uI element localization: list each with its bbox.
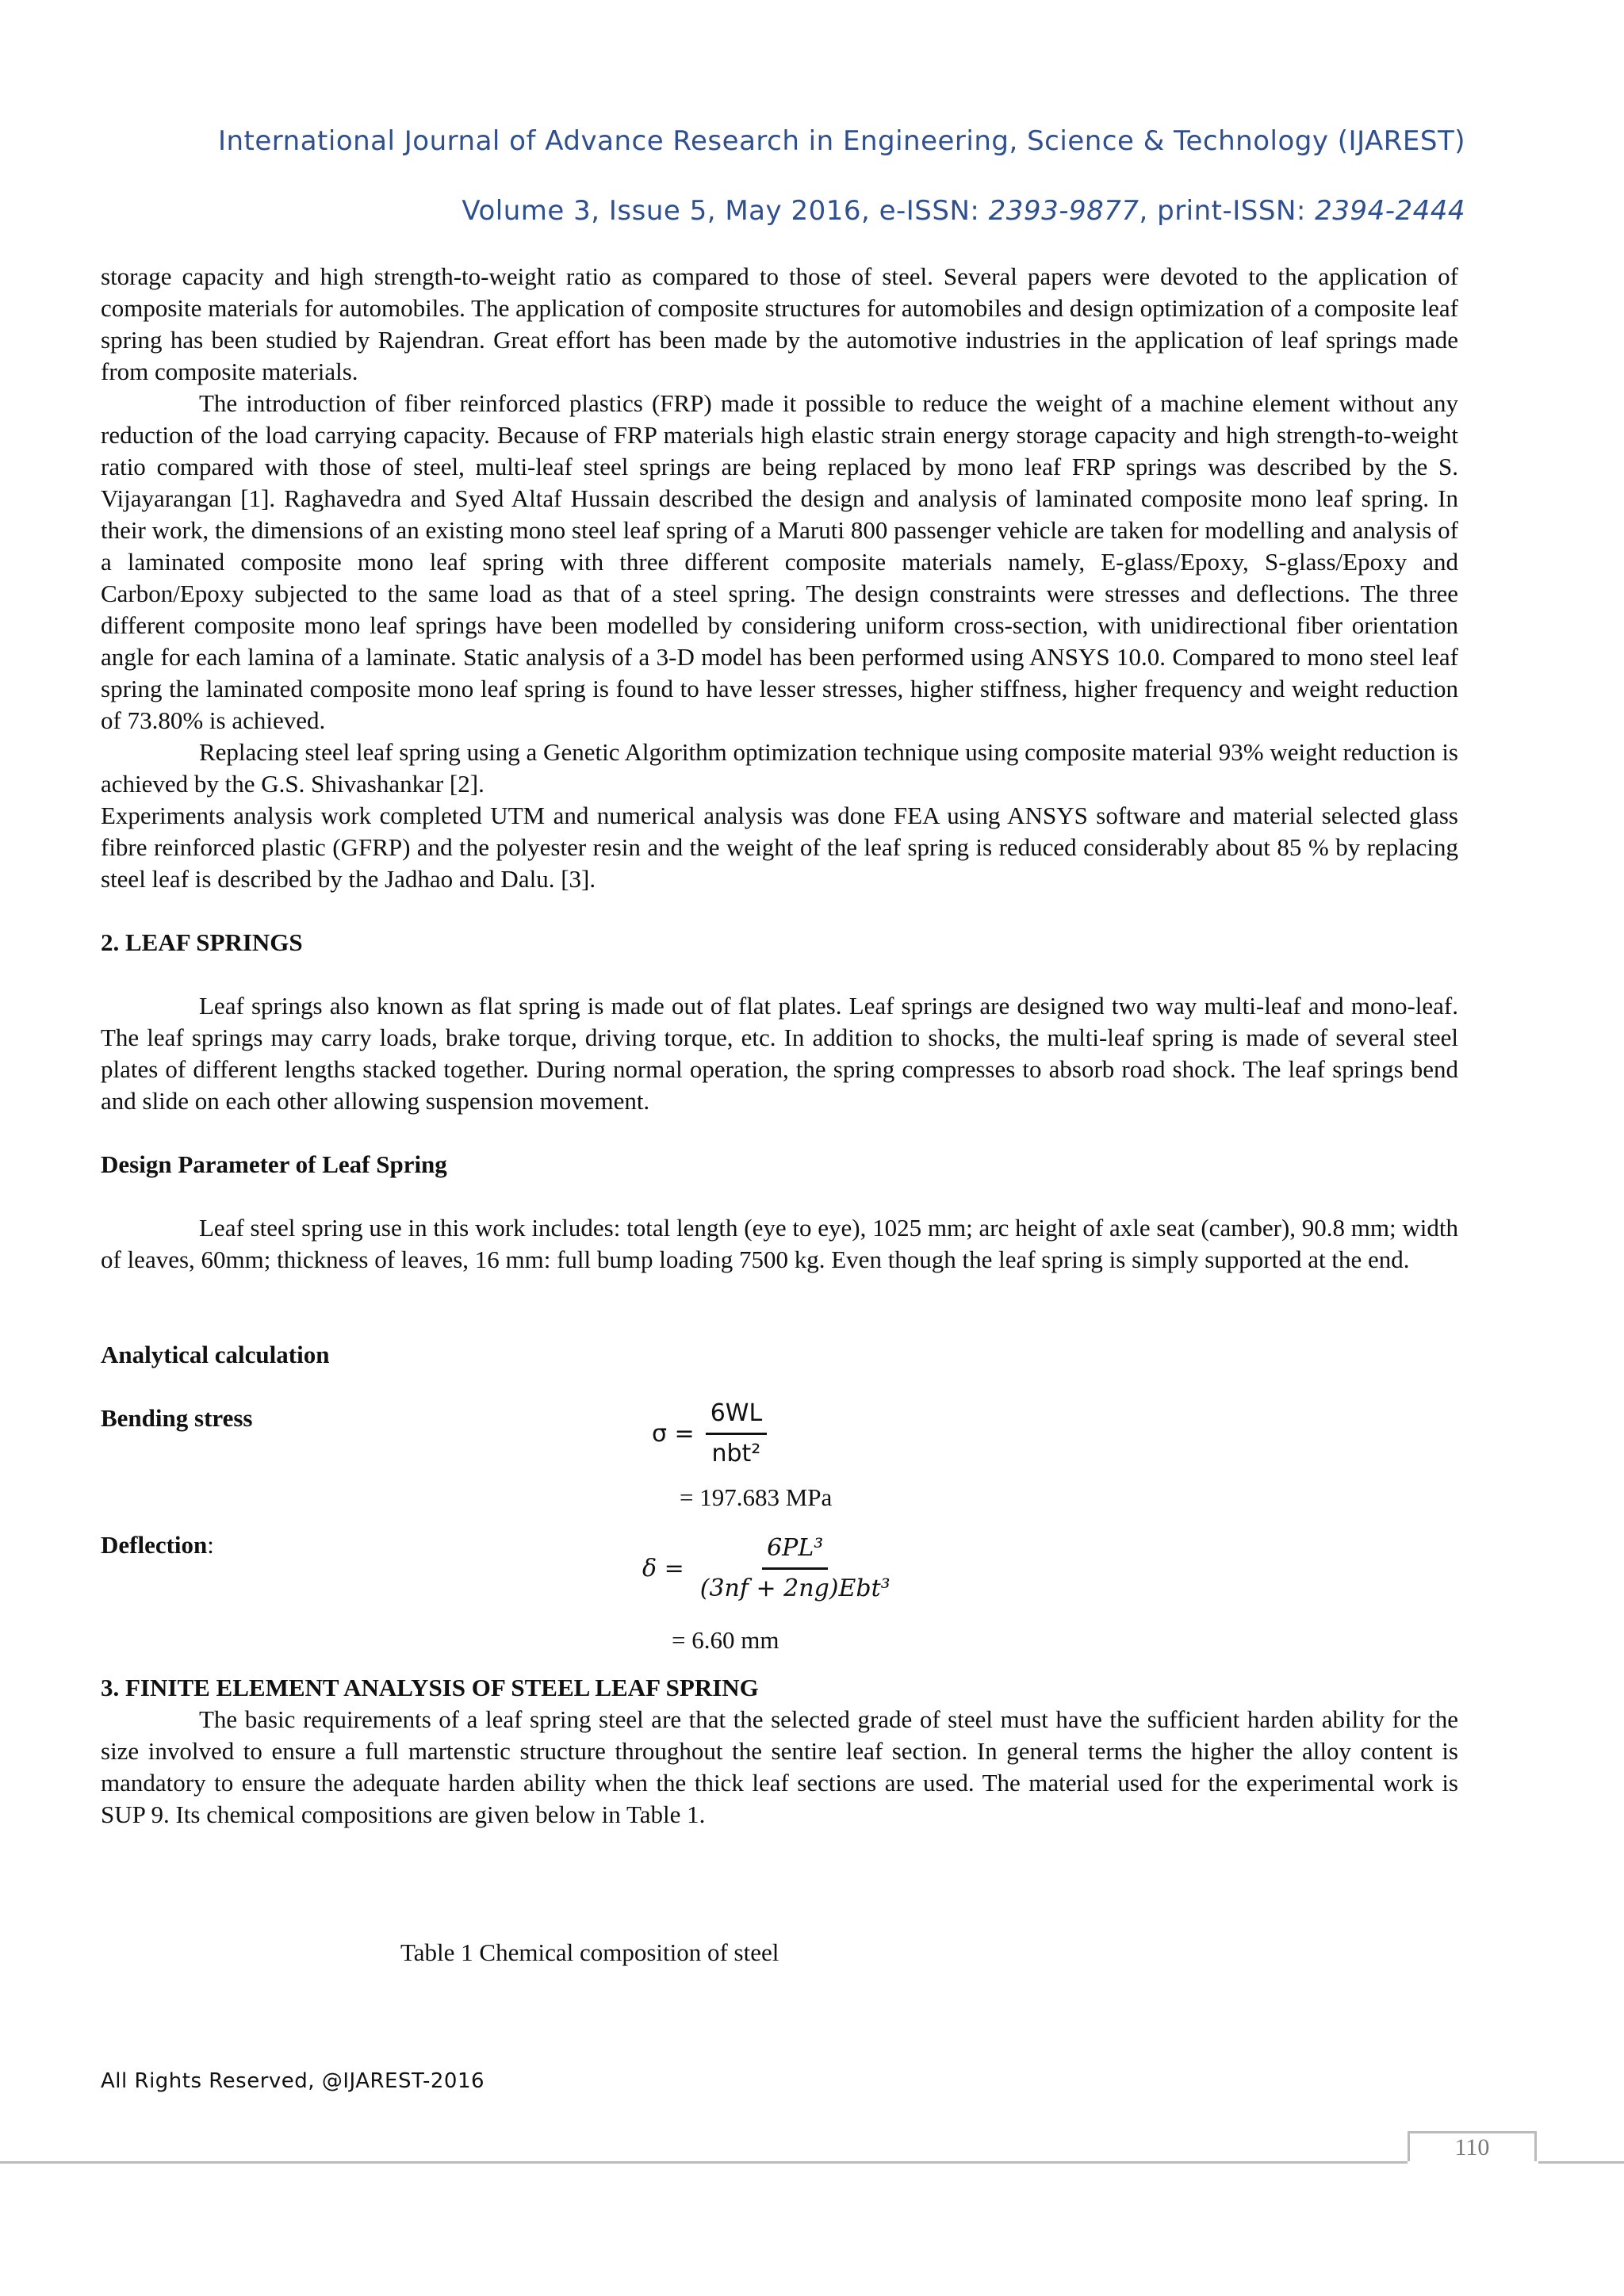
deflection-result: = 6.60 mm	[672, 1626, 779, 1654]
volume-info	[462, 195, 1465, 227]
paragraph: storage capacity and high strength-to-weight ratio as compared to those of steel. Several papers were devoted to the application of composite materials for automobiles. The application of composite structures for automobiles and design optimization of a composite leaf spring has been studied by Rajendran. Great effort has been made by the automotive industries in the application of leaf springs made from composite materials.	[101, 262, 1458, 385]
pissn: 2394-2444	[1315, 195, 1465, 227]
deflection-label: Deflection:	[101, 1531, 214, 1559]
paragraph: Leaf steel spring use in this work includes: total length (eye to eye), 1025 mm; arc height of axle seat (camber), 90.8 mm; width of leaves, 60mm; thickness of leaves, 16 mm: full bump loading 7500 kg. Even though the leaf spring is simply supported at the end.	[101, 1214, 1458, 1273]
equation-block	[101, 1371, 1458, 1656]
paragraph: The basic requirements of a leaf spring steel are that the selected grade of steel must have the sufficient harden ability for the size involved to ensure a full martenstic structure throughout the sentire leaf section. In general terms the higher the alloy content is mandatory to ensure the adequate harden ability when the thick leaf sections are used. The material used for the experimental work is SUP 9. Its chemical compositions are given below in Table 1.	[101, 1705, 1458, 1828]
footer-rule	[0, 2161, 1408, 2164]
table-caption: Table 1 Chemical composition of steel	[400, 1938, 779, 1966]
sigma-numerator: 6WL	[706, 1398, 767, 1435]
bending-stress-result: = 197.683 MPa	[680, 1483, 833, 1511]
page-number: 110	[1408, 2131, 1537, 2161]
subsection-heading: Design Parameter of Leaf Spring	[101, 1150, 447, 1178]
delta-numerator: 6PL³	[762, 1533, 828, 1570]
delta-denominator: (3nf + 2ng)Ebt³	[699, 1575, 891, 1602]
paragraph: The introduction of fiber reinforced plastics (FRP) made it possible to reduce the weight of a machine element without any reduction of the load carrying capacity. Because of FRP materials high elastic strain energy storage capacity and high strength-to-weight ratio compared with those of steel, multi-leaf steel springs are being replaced by mono leaf FRP springs was described by the S. Vijayarangan [1]. Raghavedra and Syed Altaf Hussain described the design and analysis of laminated composite mono leaf spring. In their work, the dimensions of an existing mono steel leaf spring of a Maruti 800 passenger vehicle are taken for modelling and analysis of a laminated composite mono leaf spring with three different composite materials namely, E-glass/Epoxy, S-glass/Epoxy and Carbon/Epoxy subjected to the same load as that of a steel spring. The design constraints were stresses and deflections. The three different composite mono leaf springs have been modelled by considering uniform cross-section, with unidirectional fiber orientation angle for each lamina of a laminate. Static analysis of a 3-D model has been performed using ANSYS 10.0. Compared to mono steel leaf spring the laminated composite mono leaf spring is found to have lesser stresses, higher stiffness, higher frequency and weight reduction of 73.80% is achieved.	[101, 389, 1458, 734]
footer-rights: All Rights Reserved, @IJAREST-2016	[101, 2069, 485, 2093]
bending-stress-label: Bending stress	[101, 1404, 253, 1432]
article-body	[101, 261, 1458, 1831]
sigma-denominator: nbt²	[711, 1440, 761, 1468]
journal-title: International Journal of Advance Research in Engineering, Science & Technology (IJAREST)	[217, 125, 1465, 157]
delta-lhs: δ =	[642, 1554, 684, 1582]
deflection-formula	[642, 1533, 895, 1605]
eissn: 2393-9877	[988, 195, 1139, 227]
paragraph: Replacing steel leaf spring using a Genetic Algorithm optimization technique using composite material 93% weight reduction is achieved by the G.S. Shivashankar [2].	[101, 738, 1458, 798]
sigma-lhs: σ =	[652, 1419, 695, 1448]
bending-stress-formula	[652, 1398, 767, 1470]
paragraph: Leaf springs also known as flat spring is made out of flat plates. Leaf springs are designed two way multi-leaf and mono-leaf. The leaf springs may carry loads, brake torque, driving torque, etc. In addition to shocks, the multi-leaf spring is made of several steel plates of different lengths stacked together. During normal operation, the spring compresses to absorb road shock. The leaf springs bend and slide on each other allowing suspension movement.	[101, 992, 1458, 1115]
volume-prefix: Volume 3, Issue 5, May 2016, e-ISSN:	[462, 195, 989, 227]
paragraph: Experiments analysis work completed UTM and numerical analysis was done FEA using ANSYS software and material selected glass fibre reinforced plastic (GFRP) and the polyester resin and the weight of the leaf spring is reduced considerably about 85 % by replacing steel leaf is described by the Jadhao and Dalu. [3].	[101, 802, 1458, 893]
print-prefix: , print-ISSN:	[1139, 195, 1316, 227]
section-heading: 3. FINITE ELEMENT ANALYSIS OF STEEL LEAF SPRING	[101, 1674, 759, 1701]
subsection-heading: Analytical calculation	[101, 1341, 330, 1368]
section-heading: 2. LEAF SPRINGS	[101, 928, 303, 956]
footer-rule	[1538, 2161, 1624, 2164]
